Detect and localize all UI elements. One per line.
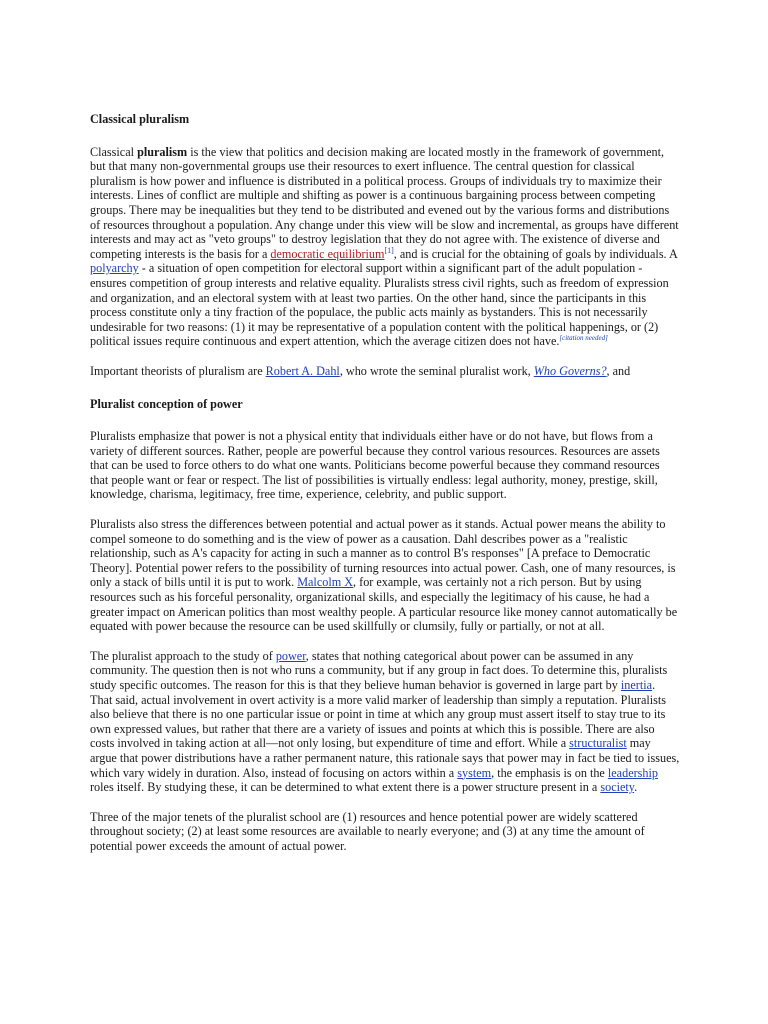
text-run: , who wrote the seminal pluralist work, (339, 363, 534, 378)
link-democratic-equilibrium[interactable]: democratic equilibrium (270, 246, 385, 261)
text-run: The pluralist approach to the study of (90, 648, 276, 663)
link-malcolm-x[interactable]: Malcolm X (297, 575, 354, 590)
text-run: , and is crucial for the obtaining of goals by individuals. A (393, 246, 678, 261)
text-run: Classical (90, 144, 138, 159)
link-leadership[interactable]: leadership (607, 765, 658, 780)
citation-needed[interactable] (559, 334, 607, 342)
text-run: . That said, actual involvement in overt activity is a more valid marker of leadership than simply a reputation. Pluralists also believe that there is no one particular issue or point in time at which any group must assert itself to stay true to its own expressed values, but rather that there are a variety of issues and points at which this is possible. There are also costs involved in taking action at all—not only losing, but expenditure of time and effort. While a (90, 678, 667, 751)
link-robert-dahl[interactable]: Robert A. Dahl (265, 363, 340, 378)
paragraph-power-sources: Pluralists emphasize that power is not a physical entity that individuals either have or do not have, but flows from a variety of different sources. Rather, people are powerful because they control various resources. Resources are assets that can be used to force others to do what one wants. Politicians become powerful because they command resources that people want or fear or respect. The list of possibilities is virtually endless: legal authority, money, prestige, skill, knowledge, charisma, legitimacy, free time, experience, celebrity, and public support. (90, 429, 660, 502)
text-run: , states that nothing categorical about power can be assumed in any community. The question then is not who runs a community, but if any group in fact does. To determine this, pluralists study specific outcomes. The reason for this is that they believe human behavior is governed in large part by (90, 648, 668, 692)
text-run: is the view that politics and decision making are located mostly in the framework of government, but that many non-governmental groups use their resources to exert influence. The central question for classical pluralism is how power and influence is distributed in a political process. Groups of individuals try to maximize their interests. Lines of conflict are multiple and shifting as power is a continuous bargaining process between competing groups. There may be inequalities but they tend to be distributed and evened out by the various forms and distributions of resources throughout a population. Any change under this view will be slow and incremental, as groups have different interests and may act as "veto groups" to destroy legislation that they do not agree with. The existence of diverse and competing interests is the basis for a (90, 144, 679, 261)
text-run: , the emphasis is on the (491, 765, 608, 780)
text-run: , and (606, 363, 631, 378)
link-polyarchy[interactable]: polyarchy (90, 261, 139, 276)
link-society[interactable]: society (600, 780, 635, 795)
footnote-link-1[interactable]: [1] (384, 245, 394, 255)
paragraph-classical-pluralism (90, 145, 680, 349)
paragraph-major-tenets: Three of the major tenets of the pluralist school are (1) resources and hence potential power are widely scattered throughout society; (2) at least some resources are available to nearly everyone; and (3) at any time the amount of potential power exceeds the amount of actual power. (90, 809, 645, 853)
paragraph-pluralist-approach (90, 649, 680, 795)
link-system[interactable]: system (457, 765, 492, 780)
link-power[interactable]: power (275, 648, 306, 663)
link-inertia[interactable]: inertia (620, 678, 653, 692)
link-who-governs[interactable]: Who Governs? (533, 363, 607, 378)
text-run: may argue that power distributions have a rather permanent nature, this rationale says that power may in fact be tied to issues, which vary widely in duration. Also, instead of focusing on actors within a (90, 736, 680, 780)
bold-term-pluralism: pluralism (137, 144, 188, 159)
text-run: Pluralists also stress the differences between potential and actual power as it stands. Actual power means the ability to compel someone to do something and is the view of power as a causation. Dahl describes power as a "realistic relationship, such as A's capacity for acting in such a manner as to control B's responses" [A preface to Democratic Theory]. Potential power refers to the possibility of turning resources into actual power. Cash, one of many resources, is only a stack of bills until it is put to work. (90, 517, 676, 590)
text-run: Important theorists of pluralism are (90, 363, 266, 378)
paragraph-theorists (90, 364, 680, 379)
text-run: roles itself. By studying these, it can be determined to what extent there is a power structure present in a (90, 780, 601, 795)
footnote-ref-1[interactable] (384, 246, 393, 255)
text-run: - a situation of open competition for electoral support within a significant part of the adult population - ensures competition of group interests and relative equality. Pluralists stress civil rights, such as freedom of expression and organization, and an electoral system with at least two parties. On the other hand, since the participants in this process constitute only a tiny fraction of the populace, the public acts mainly as bystanders. This is not necessarily undesirable for two reasons: (1) it may be representative of a population content with the political happenings, or (2) political issues require continuous and expert attention, which the average citizen does not have. (90, 261, 669, 349)
paragraph-potential-actual-power (90, 517, 680, 634)
link-structuralist[interactable]: structuralist (569, 736, 627, 751)
section-heading-pluralist-power: Pluralist conception of power (90, 396, 243, 411)
text-run: , for example, was certainly not a rich person. But by using resources such as his forceful personality, organizational skills, and especially the legitimacy of his cause, he had a greater impact on American politics than most wealthy people. A particular resource like money cannot automatically be equated with power because the resource can be used skillfully or clumsily, fully or partially, or not at all. (90, 575, 678, 634)
citation-needed-link[interactable]: [citation needed] (559, 334, 608, 343)
text-run: . (634, 780, 638, 795)
section-heading-classical-pluralism: Classical pluralism (90, 112, 190, 126)
document-page (90, 112, 680, 869)
